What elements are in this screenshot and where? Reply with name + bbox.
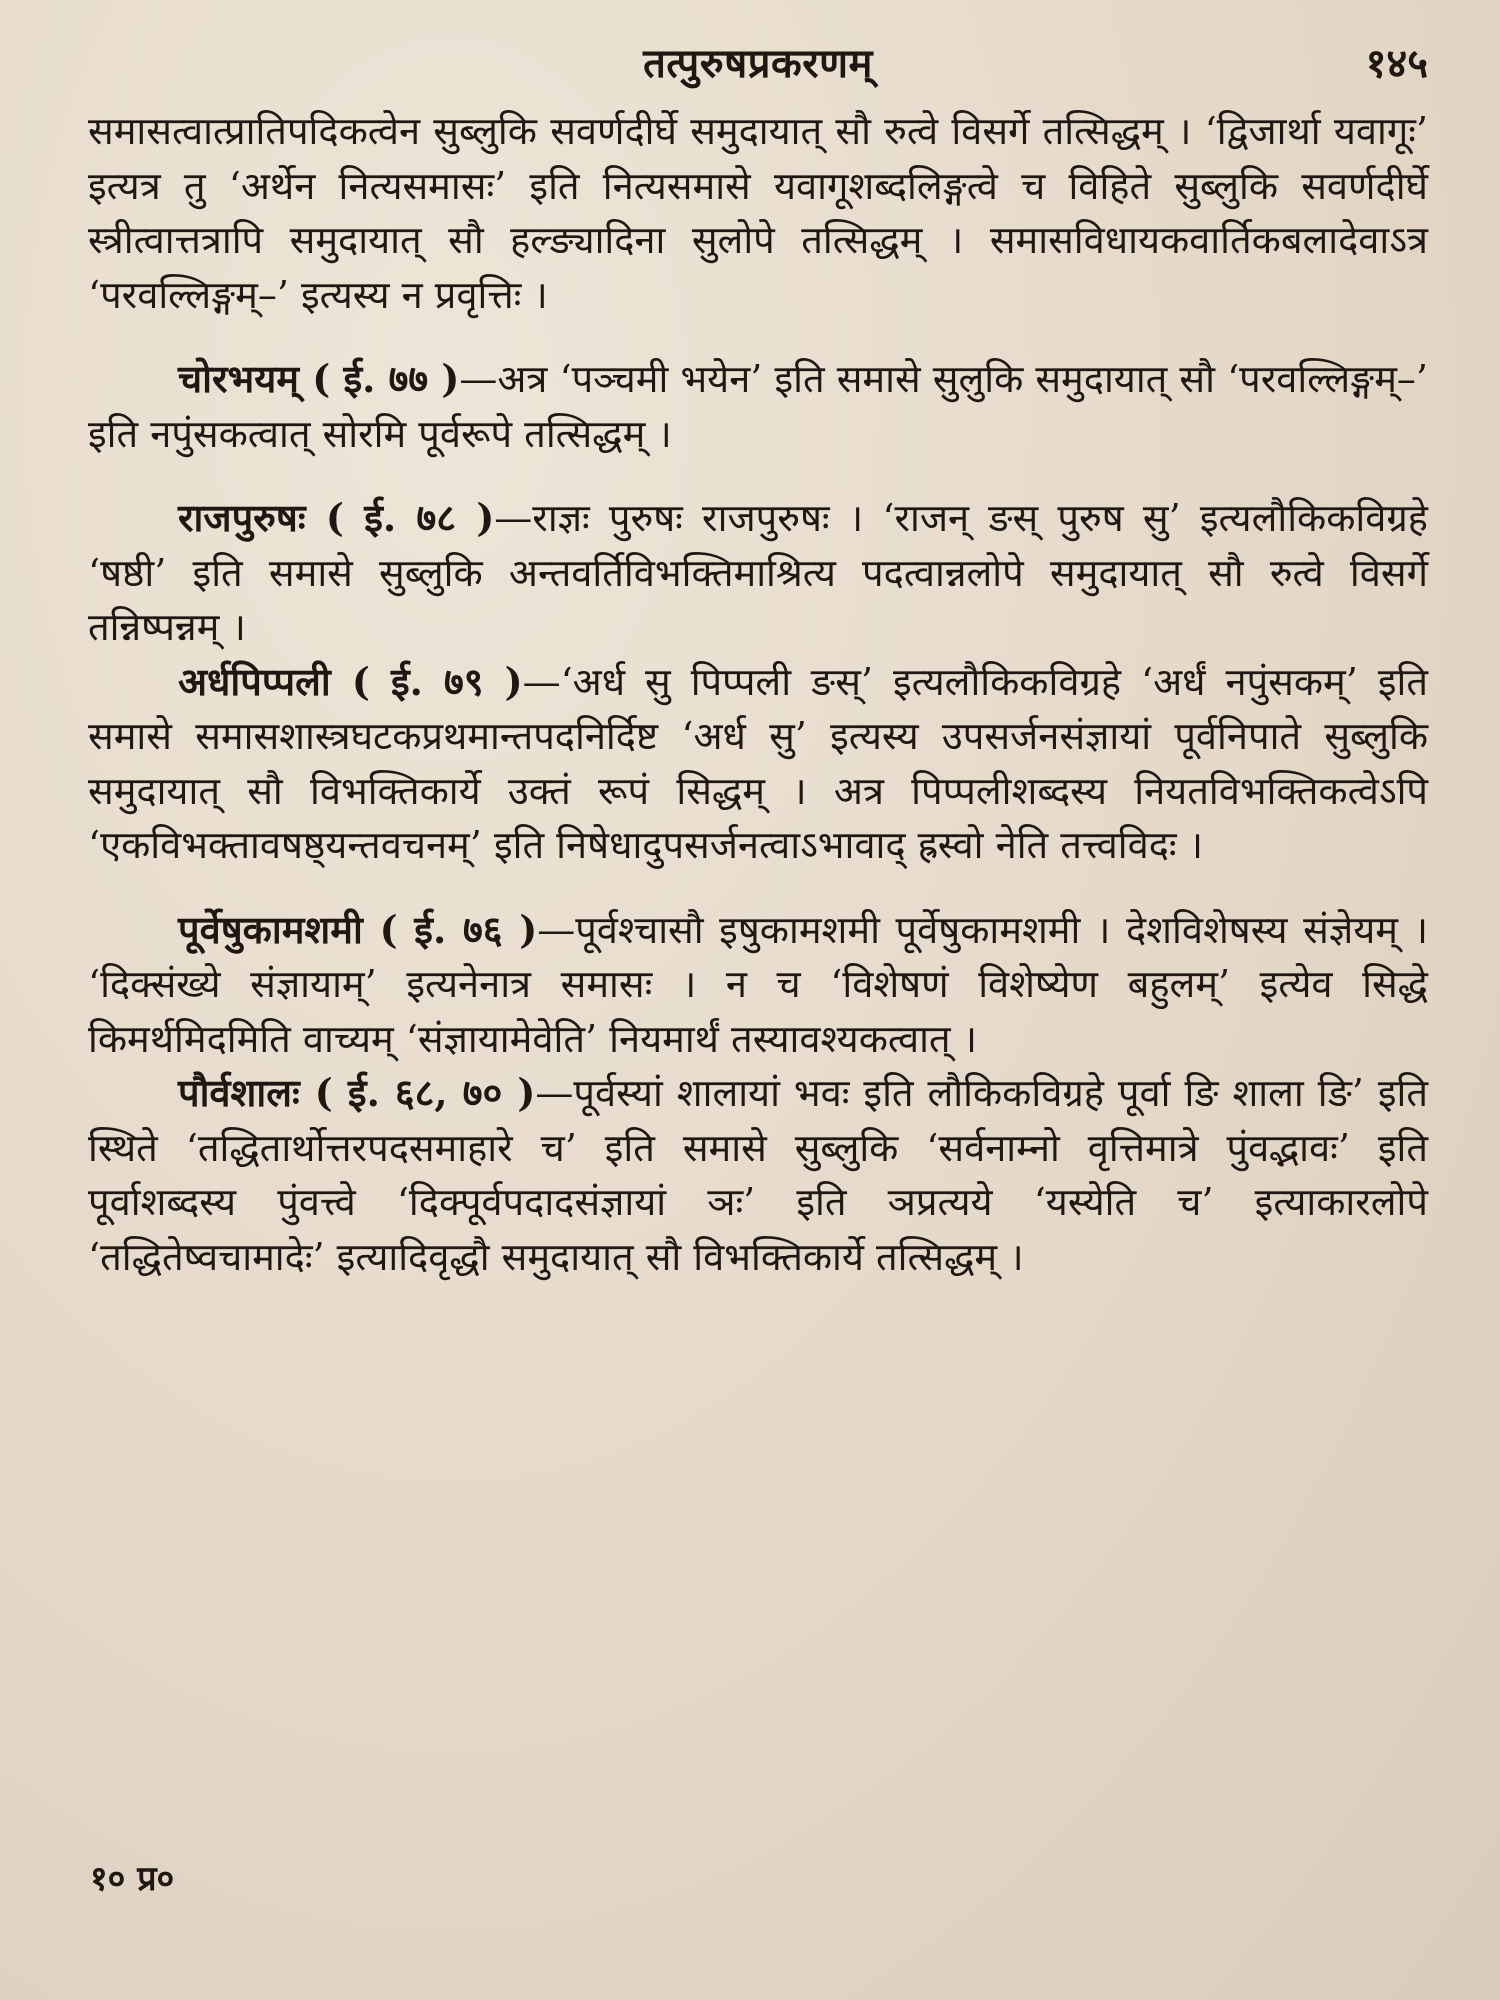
page-number: १४५ — [1365, 40, 1428, 87]
entry-paurvashalah — [88, 1066, 1428, 1284]
body-text — [88, 104, 1428, 1284]
page-header — [88, 30, 1428, 104]
entry-text: —राज्ञः पुरुषः राजपुरुषः । ‘राजन् ङस् पुरुष सु’ इत्यलौकिकविग्रहे ‘षष्ठी’ इति समासे सुब्लुकि अन्तवर्तिविभक्तिमाश्रित्य पदत्वान्नलोपे समुदायात् सौ रुत्वे विसर्गे तन्निष्पन्नम् । — [88, 496, 1428, 649]
entry-ardhapippali — [88, 655, 1428, 873]
entry-purveshukamashami — [88, 903, 1428, 1067]
entry-headword: अर्धपिप्पली ( ई. ७९ ) — [178, 658, 523, 704]
entry-headword: पूर्वेषुकामशमी ( ई. ७६ ) — [178, 906, 538, 952]
entry-headword: पौर्वशालः ( ई. ६८, ७० ) — [178, 1070, 536, 1115]
entry-text: —अत्र ‘पञ्चमी भयेन’ इति समासे सुलुकि समुदायात् सौ ‘परवल्लिङ्गम्–’ इति नपुंसकत्वात् सोरमि पूर्वरूपे तत्सिद्धम् । — [88, 357, 1429, 456]
entry-rajapurushah — [88, 491, 1428, 655]
entry-text: —‘अर्ध सु पिप्पली ङस्’ इत्यलौकिकविग्रहे ‘अर्धं नपुंसकम्’ इति समासे समासशास्त्रघटकप्रथमान्तपदनिर्दिष्ट ‘अर्ध सु’ इत्यस्य उपसर्जनसंज्ञायां पूर्वनिपाते सुब्लुकि समुदायात् सौ विभक्तिकार्ये उक्तं रूपं सिद्धम् । अत्र पिप्पलीशब्दस्य नियतविभक्तिकत्वेऽपि ‘एकविभक्तावषष्ठ्यन्तवचनम्’ इति निषेधादुपसर्जनत्वाऽभावाद् ह्रस्वो नेति तत्त्वविदः । — [88, 659, 1428, 867]
entry-text: —पूर्वश्चासौ इषुकामशमी पूर्वेषुकामशमी । देशविशेषस्य संज्ञेयम् । ‘दिक्संख्ये संज्ञायाम्’ इत्यनेनात्र समासः । न च ‘विशेषणं विशेष्येण बहुलम्’ इत्येव सिद्धे किमर्थमिदमिति वाच्यम् ‘संज्ञायामेवेति’ नियमार्थं तस्यावश्यकत्वात् । — [88, 907, 1428, 1061]
entry-chorabhayam — [88, 352, 1428, 461]
entry-text: —पूर्वस्यां शालायां भवः इति लौकिकविग्रहे पूर्वा ङि शाला ङि’ इति स्थिते ‘तद्धितार्थोत्तरपदसमाहारे च’ इति समासे सुब्लुकि ‘सर्वनाम्नो वृत्तिमात्रे पुंवद्भावः’ इति पूर्वाशब्दस्य पुंवत्त्वे ‘दिक्पूर्वपदादसंज्ञायां ञः’ इति ञप्रत्यये ‘यस्येति च’ इत्याकारलोपे ‘तद्धितेष्वचामादेः’ इत्यादिवृद्धौ समुदायात् सौ विभक्तिकार्ये तत्सिद्धम् । — [88, 1071, 1428, 1279]
paragraph-text: समासत्वात्प्रातिपदिकत्वेन सुब्लुकि सवर्णदीर्घे समुदायात् सौ रुत्वे विसर्गे तत्सिद्धम् । ‘द्विजार्था यवागूः’ इत्यत्र तु ‘अर्थेन नित्यसमासः’ इति नित्यसमासे यवागूशब्दलिङ्गत्वे च विहिते सुब्लुकि सवर्णदीर्घे स्त्रीत्वात्तत्रापि समुदायात् सौ हल्ङ्यादिना सुलोपे तत्सिद्धम् । समासविधायकवार्तिकबलादेवाऽत्र ‘परवल्लिङ्गम्–’ इत्यस्य न प्रवृत्तिः । — [88, 109, 1428, 317]
running-title: तत्पुरुषप्रकरणम् — [643, 40, 873, 87]
signature-mark: १० प्र० — [90, 1859, 175, 1899]
entry-headword: चोरभयम् ( ई. ७७ ) — [178, 356, 460, 401]
paragraph-continuation — [88, 104, 1428, 322]
entry-headword: राजपुरुषः ( ई. ७८ ) — [178, 495, 495, 540]
book-page — [88, 30, 1428, 1980]
